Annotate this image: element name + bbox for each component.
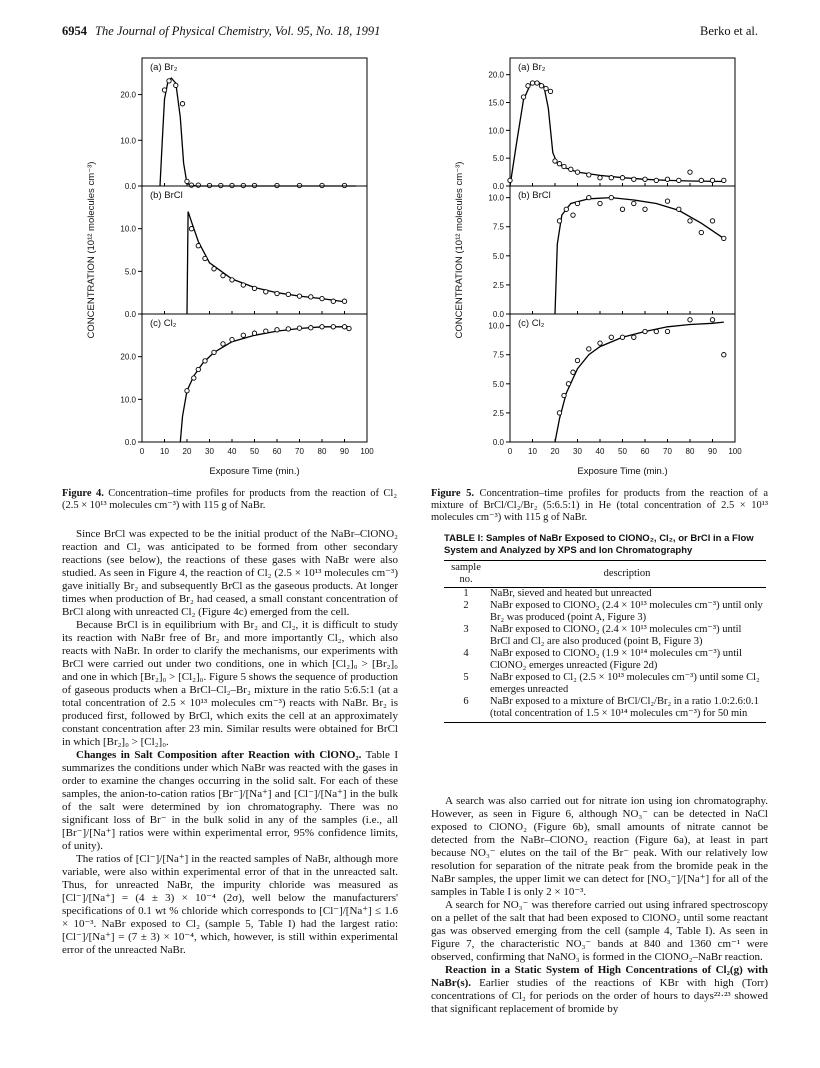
table-1-col-desc: description [488,561,766,588]
data-point [275,291,279,295]
data-point [212,350,216,354]
data-point [539,84,543,88]
x-tick-label: 20 [550,447,560,456]
x-tick-label: 40 [595,447,605,456]
data-point [167,79,171,83]
data-point [286,292,290,296]
data-point [212,267,216,271]
table-1-grid [444,560,766,723]
figure-5-caption [431,488,768,524]
fit-curve [555,322,724,442]
fit-curve [160,78,356,186]
data-point [544,86,548,90]
data-point [196,183,200,187]
paragraph-text: Since BrCl was expected to be the initial product of the NaBr–ClONO₂ reaction and Cl₂ was anticipated to be formed from other secondary reactions (see below), the reactions of these gases with NaBr were also studied. As seen in Figure 4, the reaction of Cl₂ (2.5 × 10¹³ molecules cm⁻³) gave initially Br₂ and subsequently BrCl as the gaseous products. At longer times when production of Br₂ had ceased, a small constant concentration of BrCl along with unreacted Cl₂ (Figure 4c) emerged from the cell. [62,528,398,618]
data-point [566,382,570,386]
y-tick-label: 20.0 [120,90,136,100]
y-axis-label: CONCENTRATION (10¹² molecules cm⁻³) [454,161,465,339]
x-axis-label: Exposure Time (min.) [577,466,668,477]
data-point [530,81,534,85]
x-tick-label: 10 [528,447,537,456]
sample-number: 3 [463,624,469,635]
table-row [444,696,766,723]
y-tick-label: 2.5 [492,280,504,290]
data-point [557,162,561,166]
paragraph [431,795,768,899]
data-point [643,177,647,181]
x-tick-label: 30 [205,447,214,456]
data-point [230,337,234,341]
data-point [331,325,335,329]
figure-5-chart [448,50,758,486]
paragraph-text: The ratios of [Cl⁻]/[Na⁺] in the reacted samples of NaBr, although more variable, were also within experimental error of that in the unreacted salt. Thus, for unreacted NaBr, the impurity chloride was measured as [Cl⁻]/[Na⁺] = (4 ± 3) × 10⁻⁴ (2σ), well below the manufacturers' specifications of 0.1 wt % chloride which corresponds to [Cl⁻]/[Na⁺] ≤ 1.6 × 10⁻³. NaBr exposed to Cl₂ (sample 5, Table I) had the largest ratio: [Cl⁻]/[Na⁺] = (7 ± 3) × 10⁻⁴, which, however, is still within experimental error of the unreacted NaBr. [62,853,398,956]
data-point [569,167,573,171]
left-column-text [62,528,398,957]
data-point [688,318,692,322]
y-tick-label: 10.0 [120,224,136,234]
data-point [508,178,512,182]
data-point [286,327,290,331]
data-point [654,178,658,182]
panel-label: (c) Cl₂ [150,318,177,329]
journal-citation [62,24,380,39]
figure-4-caption-text: Concentration–time profiles for products from the reaction of Cl₂ (2.5 × 10¹³ molecules cm⁻³) with 115 g of NaBr. [62,488,397,511]
sample-number: 4 [463,648,469,659]
x-tick-label: 60 [272,447,282,456]
data-point [587,195,591,199]
sample-description: NaBr exposed to a mixture of BrCl/Cl₂/Br₂ in a ratio 1.0:2.6:0.1 (total concentration of 1.5 × 10¹⁴ molecules cm⁻³) for 50 min [488,696,766,723]
data-point [320,325,324,329]
sample-number: 6 [444,696,488,723]
data-point [252,286,256,290]
data-point [632,201,636,205]
data-point [241,333,245,337]
y-tick-label: 10.0 [488,126,504,136]
data-point [535,81,539,85]
y-tick-label: 10.0 [488,193,504,203]
x-tick-label: 80 [317,447,327,456]
data-point [688,170,692,174]
y-tick-label: 0.0 [124,438,136,447]
data-point [521,95,525,99]
table-1-col-no: sample no. [444,561,488,588]
data-point [710,178,714,182]
data-point [264,290,268,294]
paragraph-text: Table I summarizes the conditions under which NaBr was reacted with the gases in order to examine the changes occurring in the solid salt. For each of these samples, the anion-to-cation ratios [Br⁻]/[Na⁺] and [Cl⁻]/[Na⁺] in the bulk of the salt were determined by ion chromatography. There was no significant loss of Br⁻ in the bulk solid in any of the samples (i.e., all [Br⁻]/[Na⁺] ratios were within experimental error, 95% confidence limits, of unity). [62,749,398,852]
data-point [189,183,193,187]
data-point [575,201,579,205]
data-point [587,347,591,351]
data-point [710,219,714,223]
data-point [309,326,313,330]
data-point [174,83,178,87]
data-point [264,329,268,333]
y-tick-label: 15.0 [488,98,504,108]
data-point [162,88,166,92]
data-point [722,353,726,357]
data-point [196,244,200,248]
panel-label: (a) Br₂ [518,62,546,73]
y-tick-label: 10.0 [488,321,504,331]
x-tick-label: 80 [685,447,695,456]
sample-description: NaBr exposed to ClONO₂ (2.4 × 10¹³ molecules cm⁻³) until only Br₂ was produced (point A, Figure 3) [490,600,763,623]
data-point [553,159,557,163]
section-heading: Changes in Salt Composition after Reaction with ClONO₂. [76,749,362,761]
y-tick-label: 7.5 [492,222,504,232]
panel-label: (b) BrCl [150,190,183,201]
data-point [297,326,301,330]
fit-curve [555,198,724,314]
data-point [320,296,324,300]
paragraph [62,749,398,853]
data-point [557,219,561,223]
data-point [185,179,189,183]
data-point [665,199,669,203]
data-point [677,207,681,211]
x-tick-label: 0 [507,447,513,456]
page-number: 6954 [62,24,87,38]
data-point [632,335,636,339]
data-point [665,177,669,181]
paragraph [62,619,398,749]
data-point [192,376,196,380]
paragraph-text: Because BrCl is in equilibrium with Br₂ and Cl₂, it is difficult to study its reaction with NaBr free of Br₂ and more importantly Cl₂, which also reacts with NaBr. In order to clarify the mechanisms, our experiments with BrCl were carried out under two conditions, one in which [Cl₂]₀ > [Br₂]₀ and one in which [Br₂]₀ > [Cl₂]₀. Figure 5 shows the sequence of production of gaseous products when a BrCl–Cl₂–Br₂ mixture in the ratio 5:6.5:1 (at a total concentration of 2.5 × 10¹³ molecules cm⁻³) reacts with NaBr. Br₂ is produced first, followed by BrCl, which exits the cell at an approximately constant concentration after 23 min. Similar results were obtained for BrCl in which [Br₂]₀ > [Cl₂]₀. [62,619,398,748]
table-row [444,648,766,672]
paragraph [431,964,768,1016]
paragraph-text: A search for NO₃⁻ was therefore carried out using infrared spectroscopy on a pellet of the salt that had been exposed to ClONO₂ until some reactant gas was observed emerging from the cell (sample 4, Table I). As seen in Figure 7, the characteristic NO₃⁻ bands at 840 and 1360 cm⁻¹ were observed, confirming that NaNO₃ is formed in the ClONO₂–NaBr reaction. [431,899,768,963]
figure-4-chart [80,50,390,486]
data-point [526,84,530,88]
x-tick-label: 100 [728,447,742,456]
data-point [598,176,602,180]
data-point [575,170,579,174]
y-tick-label: 0.0 [124,182,136,191]
data-point [562,164,566,168]
sample-description: NaBr, sieved and heated but unreacted [490,588,652,599]
data-point [342,325,346,329]
data-point [665,329,669,333]
data-point [221,273,225,277]
data-point [180,102,184,106]
figure-4-caption-label: Figure 4. [62,488,104,499]
y-tick-label: 0.0 [124,310,136,319]
data-point [677,178,681,182]
x-tick-label: 40 [227,447,237,456]
data-point [571,213,575,217]
page-header [62,24,758,42]
panel-frame [142,186,367,314]
sample-description: NaBr exposed to ClONO₂ (2.4 × 10¹³ molecules cm⁻³) until BrCl and Cl₂ are also produced (point B, Figure 3) [490,624,742,647]
x-tick-label: 90 [340,447,349,456]
y-tick-label: 5.0 [492,379,504,389]
fit-curve [180,327,349,442]
right-column-text [431,795,768,1016]
sample-number: 2 [463,600,469,611]
data-point [620,335,624,339]
x-tick-label: 50 [250,447,259,456]
panel-frame [510,58,735,186]
data-point [688,219,692,223]
table-1-label: TABLE I: [444,533,484,544]
journal-name: The Journal of Physical Chemistry, Vol. 95, No. 18, 1991 [95,24,381,38]
data-point [722,236,726,240]
data-point [548,89,552,93]
data-point [643,207,647,211]
y-tick-label: 5.0 [492,154,504,164]
y-tick-label: 5.0 [492,251,504,261]
x-tick-label: 0 [139,447,145,456]
data-point [203,256,207,260]
panel-frame [142,58,367,186]
data-point [643,329,647,333]
data-point [620,176,624,180]
sample-number: 5 [463,672,469,683]
data-point [722,178,726,182]
data-point [632,177,636,181]
paragraph [431,899,768,964]
table-1 [444,533,766,723]
y-axis-label: CONCENTRATION (10¹² molecules cm⁻³) [86,161,97,339]
panel-frame [510,314,735,442]
x-tick-label: 20 [182,447,192,456]
data-point [598,201,602,205]
sample-description: NaBr exposed to Cl₂ (2.5 × 10¹³ molecules cm⁻³) until some Cl₂ emerges unreacted [490,672,760,695]
y-tick-label: 7.5 [492,350,504,360]
sample-description: NaBr exposed to ClONO₂ (1.9 × 10¹⁴ molecules cm⁻³) until ClONO₂ emerges unreacted (Figure 2d) [490,648,742,671]
x-tick-label: 50 [618,447,627,456]
data-point [252,331,256,335]
data-point [185,389,189,393]
data-point [609,176,613,180]
section-heading: Reaction in a Static System of High Concentrations of Cl₂(g) with NaBr(s). [431,964,768,989]
x-tick-label: 10 [160,447,169,456]
data-point [699,178,703,182]
data-point [562,393,566,397]
data-point [609,335,613,339]
figure-4-caption [62,488,397,512]
data-point [620,207,624,211]
data-point [564,207,568,211]
y-tick-label: 20.0 [488,70,504,80]
data-point [347,326,351,330]
x-tick-label: 70 [663,447,672,456]
table-row [444,624,766,648]
data-point [221,342,225,346]
panel-label: (c) Cl₂ [518,318,545,329]
paragraph-text: A search was also carried out for nitrate ion using ion chromatography. However, as seen in Figure 6, although NO₃⁻ can be detected in NaCl exposed to ClONO₂ (Figure 6b), small amounts of nitrate cannot be detected from the NaBr–ClONO₂ reaction (Figure 6a), at least in part because NO₃⁻ elutes on the tail of the Br⁻ peak. With our relatively low resolution for separation of the nitrate peak from the bromide peak in the NaBr samples, the upper limit we can detect for [NO₃⁻]/[Na⁺] for all of the samples in Table I is only 2 × 10⁻³. [431,795,768,898]
data-point [609,195,613,199]
panel-label: (a) Br₂ [150,62,178,73]
y-tick-label: 2.5 [492,408,504,418]
running-authors: Berko et al. [700,24,758,38]
sample-number: 1 [463,588,469,599]
data-point [587,173,591,177]
paragraph-text: Earlier studies of the reactions of KBr with high (Torr) concentrations of Cl₂ for periods on the order of hours to days²²·²³ showed that significant replacement of bromide by [431,977,768,1015]
data-point [203,359,207,363]
y-tick-label: 10.0 [120,136,136,146]
y-tick-label: 0.0 [492,182,504,191]
data-point [710,318,714,322]
data-point [189,227,193,231]
paragraph [62,853,398,957]
x-tick-label: 90 [708,447,717,456]
data-point [297,294,301,298]
y-tick-label: 0.0 [492,438,504,447]
x-tick-label: 70 [295,447,304,456]
paragraph [62,528,398,619]
x-tick-label: 60 [640,447,650,456]
data-point [241,283,245,287]
data-point [571,370,575,374]
data-point [230,278,234,282]
x-axis-label: Exposure Time (min.) [209,466,300,477]
figure-5-caption-label: Figure 5. [431,488,474,499]
table-1-title-text: Samples of NaBr Exposed to ClONO₂, Cl₂, or BrCl in a Flow System and Analyzed by XPS and Ion Chromatography [444,533,754,556]
panel-label: (b) BrCl [518,190,551,201]
table-row [444,588,766,601]
y-tick-label: 0.0 [492,310,504,319]
data-point [575,358,579,362]
table-1-title [444,533,766,557]
data-point [557,411,561,415]
y-tick-label: 10.0 [120,395,136,405]
data-point [699,230,703,234]
figure-5-caption-text: Concentration–time profiles for products from the reaction of a mixture of BrCl/Cl₂/Br₂ (5:6.5:1) in He (total concentration of 2.5 × 10¹³ molecules cm⁻³) with 115 g of NaBr. [431,488,768,523]
data-point [331,299,335,303]
data-point [598,341,602,345]
y-tick-label: 20.0 [120,352,136,362]
table-row [444,600,766,624]
data-point [342,299,346,303]
data-point [309,295,313,299]
x-tick-label: 100 [360,447,374,456]
x-tick-label: 30 [573,447,582,456]
table-row [444,672,766,696]
data-point [654,329,658,333]
y-tick-label: 5.0 [124,267,136,277]
data-point [196,367,200,371]
panel-frame [510,186,735,314]
data-point [275,328,279,332]
